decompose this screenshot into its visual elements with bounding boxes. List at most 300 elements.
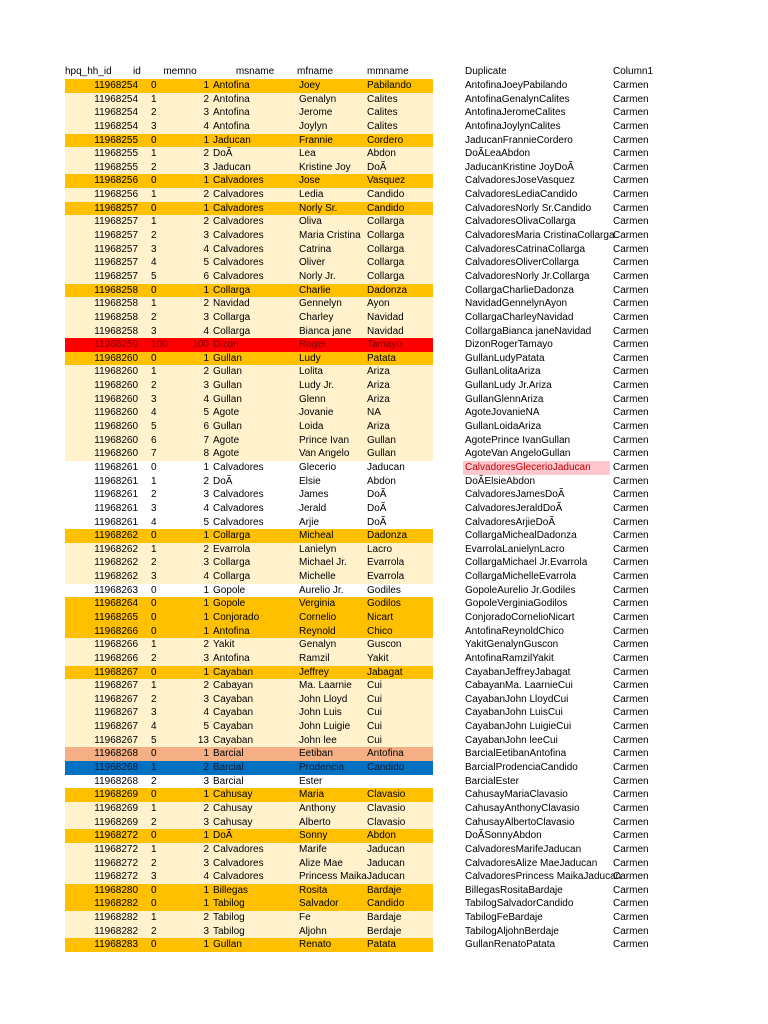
table-row[interactable] bbox=[65, 147, 660, 161]
cell-mmname[interactable]: Calites bbox=[367, 107, 398, 119]
cell-msname[interactable]: Gullan bbox=[213, 421, 242, 433]
cell-column1[interactable]: Carmen bbox=[613, 284, 649, 296]
table-row[interactable] bbox=[65, 720, 660, 734]
table-row[interactable] bbox=[65, 161, 660, 175]
cell-column1[interactable]: Carmen bbox=[613, 748, 649, 760]
cell-mfname[interactable]: Ma. Laarnie bbox=[299, 680, 352, 692]
cell-duplicate[interactable]: CayabanJohn LuigieCui bbox=[465, 721, 572, 733]
cell-column1[interactable]: Carmen bbox=[613, 598, 649, 610]
cell-duplicate[interactable]: AgoteJovanieNA bbox=[465, 407, 540, 419]
table-row[interactable] bbox=[65, 857, 660, 871]
cell-column1[interactable]: Carmen bbox=[613, 639, 649, 651]
cell-hpq-hh-id[interactable]: 11968257 bbox=[94, 230, 138, 242]
cell-hpq-hh-id[interactable]: 11968268 bbox=[94, 762, 138, 774]
cell-mmname[interactable]: Collarga bbox=[367, 270, 405, 282]
cell-mfname[interactable]: Loida bbox=[299, 421, 324, 433]
cell-duplicate[interactable]: CahusayMariaClavasio bbox=[465, 789, 568, 801]
cell-mmname[interactable]: Ariza bbox=[367, 366, 390, 378]
cell-duplicate[interactable]: BarcialProdenciaCandido bbox=[465, 762, 578, 774]
cell-memno[interactable]: 1 bbox=[203, 611, 209, 623]
cell-hpq-hh-id[interactable]: 11968255 bbox=[94, 148, 138, 160]
cell-id[interactable]: 3 bbox=[151, 871, 157, 883]
cell-column1[interactable]: Carmen bbox=[613, 120, 649, 132]
cell-column1[interactable]: Carmen bbox=[613, 843, 649, 855]
cell-memno[interactable]: 2 bbox=[203, 148, 209, 160]
table-row[interactable] bbox=[65, 897, 660, 911]
table-row[interactable] bbox=[65, 461, 660, 475]
table-row[interactable] bbox=[65, 816, 660, 830]
cell-memno[interactable]: 1 bbox=[203, 830, 209, 842]
cell-mmname[interactable]: Clavasio bbox=[367, 789, 406, 801]
cell-mfname[interactable]: Cornelio bbox=[299, 611, 337, 623]
cell-id[interactable]: 3 bbox=[151, 243, 157, 255]
cell-memno[interactable]: 3 bbox=[203, 311, 209, 323]
cell-mmname[interactable]: Nicart bbox=[367, 611, 394, 623]
cell-id[interactable]: 1 bbox=[151, 216, 157, 228]
cell-column1[interactable]: Carmen bbox=[613, 393, 649, 405]
cell-column1[interactable]: Carmen bbox=[613, 857, 649, 869]
cell-column1[interactable]: Carmen bbox=[613, 584, 649, 596]
cell-memno[interactable]: 2 bbox=[203, 475, 209, 487]
cell-msname[interactable]: Calvadores bbox=[213, 843, 264, 855]
cell-hpq-hh-id[interactable]: 11968260 bbox=[94, 407, 138, 419]
cell-id[interactable]: 2 bbox=[151, 161, 157, 173]
cell-memno[interactable]: 4 bbox=[203, 393, 209, 405]
cell-hpq-hh-id[interactable]: 11968257 bbox=[94, 257, 138, 269]
cell-duplicate[interactable]: BillegasRositaBardaje bbox=[465, 884, 563, 896]
cell-msname[interactable]: Calvadores bbox=[213, 502, 264, 514]
cell-memno[interactable]: 3 bbox=[203, 925, 209, 937]
cell-id[interactable]: 0 bbox=[151, 175, 157, 187]
cell-mfname[interactable]: Sonny bbox=[299, 830, 328, 842]
cell-mmname[interactable]: Collarga bbox=[367, 216, 405, 228]
table-row[interactable] bbox=[65, 543, 660, 557]
cell-duplicate[interactable]: DoÃLeaAbdon bbox=[465, 148, 531, 160]
cell-mfname[interactable]: Verginia bbox=[299, 598, 336, 610]
spreadsheet[interactable] bbox=[65, 65, 660, 952]
cell-memno[interactable]: 4 bbox=[203, 502, 209, 514]
cell-id[interactable]: 0 bbox=[151, 598, 157, 610]
cell-mfname[interactable]: Renato bbox=[299, 939, 332, 951]
cell-mmname[interactable]: DoÃ bbox=[367, 489, 387, 501]
cell-column1[interactable]: Carmen bbox=[613, 189, 649, 201]
cell-id[interactable]: 100 bbox=[151, 339, 168, 351]
cell-mmname[interactable]: Candido bbox=[367, 762, 405, 774]
table-row[interactable] bbox=[65, 120, 660, 134]
cell-mfname[interactable]: Lanielyn bbox=[299, 543, 337, 555]
cell-column1[interactable]: Carmen bbox=[613, 557, 649, 569]
cell-column1[interactable]: Carmen bbox=[613, 707, 649, 719]
cell-duplicate[interactable]: GullanGlennAriza bbox=[465, 393, 544, 405]
table-row[interactable] bbox=[65, 529, 660, 543]
cell-duplicate[interactable]: CollargaCharlieDadonza bbox=[465, 284, 574, 296]
cell-memno[interactable]: 3 bbox=[203, 693, 209, 705]
cell-hpq-hh-id[interactable]: 11968261 bbox=[94, 489, 138, 501]
cell-hpq-hh-id[interactable]: 11968264 bbox=[94, 598, 138, 610]
cell-mfname[interactable]: Genalyn bbox=[299, 639, 337, 651]
cell-id[interactable]: 0 bbox=[151, 789, 157, 801]
cell-id[interactable]: 0 bbox=[151, 530, 157, 542]
cell-memno[interactable]: 5 bbox=[203, 257, 209, 269]
cell-mmname[interactable]: Clavasio bbox=[367, 802, 406, 814]
table-row[interactable] bbox=[65, 243, 660, 257]
cell-hpq-hh-id[interactable]: 11968254 bbox=[94, 120, 138, 132]
cell-hpq-hh-id[interactable]: 11968259 bbox=[94, 339, 138, 351]
cell-msname[interactable]: Calvadores bbox=[213, 202, 264, 214]
cell-duplicate[interactable]: CalvadoresJeraldDoÃ bbox=[465, 502, 563, 514]
cell-duplicate[interactable]: CahusayAnthonyClavasio bbox=[465, 802, 580, 814]
cell-mmname[interactable]: Evarrola bbox=[367, 571, 405, 583]
cell-duplicate[interactable]: CalvadoresNorly Sr.Candido bbox=[465, 202, 592, 214]
cell-column1[interactable]: Carmen bbox=[613, 871, 649, 883]
cell-duplicate[interactable]: CalvadoresGlecerioJaducan bbox=[465, 461, 591, 473]
table-row[interactable] bbox=[65, 256, 660, 270]
cell-hpq-hh-id[interactable]: 11968261 bbox=[94, 516, 138, 528]
cell-msname[interactable]: Dizon bbox=[213, 339, 239, 351]
cell-mmname[interactable]: Collarga bbox=[367, 230, 405, 242]
cell-hpq-hh-id[interactable]: 11968266 bbox=[94, 652, 138, 664]
cell-id[interactable]: 5 bbox=[151, 270, 157, 282]
cell-mfname[interactable]: Kristine Joy bbox=[299, 161, 351, 173]
cell-msname[interactable]: Calvadores bbox=[213, 461, 264, 473]
cell-memno[interactable]: 1 bbox=[203, 625, 209, 637]
cell-column1[interactable]: Carmen bbox=[613, 789, 649, 801]
cell-mmname[interactable]: Bardaje bbox=[367, 912, 402, 924]
table-row[interactable] bbox=[65, 516, 660, 530]
cell-memno[interactable]: 3 bbox=[203, 161, 209, 173]
cell-duplicate[interactable]: CollargaMichael Jr.Evarrola bbox=[465, 557, 588, 569]
cell-mfname[interactable]: Charlie bbox=[299, 284, 331, 296]
cell-duplicate[interactable]: AgoteVan AngeloGullan bbox=[465, 448, 571, 460]
cell-id[interactable]: 1 bbox=[151, 148, 157, 160]
cell-id[interactable]: 2 bbox=[151, 380, 157, 392]
cell-hpq-hh-id[interactable]: 11968260 bbox=[94, 366, 138, 378]
cell-mfname[interactable]: Micheal bbox=[299, 530, 334, 542]
cell-duplicate[interactable]: CollargaCharleyNavidad bbox=[465, 311, 574, 323]
cell-hpq-hh-id[interactable]: 11968260 bbox=[94, 380, 138, 392]
cell-memno[interactable]: 1 bbox=[203, 134, 209, 146]
cell-memno[interactable]: 3 bbox=[203, 489, 209, 501]
cell-column1[interactable]: Carmen bbox=[613, 543, 649, 555]
cell-hpq-hh-id[interactable]: 11968258 bbox=[94, 284, 138, 296]
cell-mmname[interactable]: Calites bbox=[367, 120, 398, 132]
cell-id[interactable]: 0 bbox=[151, 884, 157, 896]
table-row[interactable] bbox=[65, 802, 660, 816]
cell-column1[interactable]: Carmen bbox=[613, 912, 649, 924]
table-row[interactable] bbox=[65, 611, 660, 625]
cell-duplicate[interactable]: CalvadoresOlivaCollarga bbox=[465, 216, 576, 228]
cell-msname[interactable]: Antofina bbox=[213, 625, 250, 637]
cell-duplicate[interactable]: ConjoradoCornelioNicart bbox=[465, 611, 575, 623]
cell-msname[interactable]: Navidad bbox=[213, 298, 250, 310]
cell-mmname[interactable]: DoÃ bbox=[367, 161, 387, 173]
cell-duplicate[interactable]: AntofinaJoeyPabilando bbox=[465, 80, 568, 91]
cell-column1[interactable]: Carmen bbox=[613, 830, 649, 842]
cell-mfname[interactable]: Elsie bbox=[299, 475, 321, 487]
cell-duplicate[interactable]: AntofinaJeromeCalites bbox=[465, 107, 566, 119]
cell-mmname[interactable]: Antofina bbox=[367, 748, 404, 760]
cell-column1[interactable]: Carmen bbox=[613, 311, 649, 323]
cell-id[interactable]: 3 bbox=[151, 325, 157, 337]
cell-hpq-hh-id[interactable]: 11968280 bbox=[94, 884, 138, 896]
cell-mmname[interactable]: Yakit bbox=[367, 652, 389, 664]
cell-mfname[interactable]: Ramzil bbox=[299, 652, 330, 664]
cell-mfname[interactable]: Michelle bbox=[299, 571, 336, 583]
cell-memno[interactable]: 1 bbox=[203, 461, 209, 473]
cell-hpq-hh-id[interactable]: 11968262 bbox=[94, 530, 138, 542]
cell-mmname[interactable]: Dadonza bbox=[367, 530, 408, 542]
cell-mfname[interactable]: Michael Jr. bbox=[299, 557, 347, 569]
cell-duplicate[interactable]: CabayanMa. LaarnieCui bbox=[465, 680, 573, 692]
table-row[interactable] bbox=[65, 434, 660, 448]
header-msname[interactable]: msname bbox=[235, 66, 275, 77]
cell-memno[interactable]: 3 bbox=[203, 557, 209, 569]
cell-duplicate[interactable]: GullanLolitaAriza bbox=[465, 366, 541, 378]
cell-mfname[interactable]: Joey bbox=[299, 80, 321, 91]
cell-msname[interactable]: Agote bbox=[213, 407, 240, 419]
cell-column1[interactable]: Carmen bbox=[613, 298, 649, 310]
cell-msname[interactable]: Calvadores bbox=[213, 257, 264, 269]
cell-hpq-hh-id[interactable]: 11968257 bbox=[94, 270, 138, 282]
cell-mfname[interactable]: James bbox=[299, 489, 329, 501]
cell-id[interactable]: 2 bbox=[151, 230, 157, 242]
cell-mmname[interactable]: DoÃ bbox=[367, 502, 387, 514]
cell-hpq-hh-id[interactable]: 11968260 bbox=[94, 421, 138, 433]
cell-duplicate[interactable]: AntofinaRamzilYakit bbox=[465, 652, 554, 664]
cell-duplicate[interactable]: AgotePrince IvanGullan bbox=[465, 434, 571, 446]
cell-msname[interactable]: Collarga bbox=[213, 311, 251, 323]
cell-id[interactable]: 1 bbox=[151, 543, 157, 555]
table-row[interactable] bbox=[65, 215, 660, 229]
cell-mfname[interactable]: Frannie bbox=[299, 134, 333, 146]
cell-mfname[interactable]: Prodencia bbox=[299, 762, 345, 774]
cell-msname[interactable]: Calvadores bbox=[213, 871, 264, 883]
table-row[interactable] bbox=[65, 379, 660, 393]
cell-hpq-hh-id[interactable]: 11968261 bbox=[94, 502, 138, 514]
cell-hpq-hh-id[interactable]: 11968256 bbox=[94, 175, 138, 187]
cell-mfname[interactable]: Salvador bbox=[299, 898, 339, 910]
cell-duplicate[interactable]: CahusayAlbertoClavasio bbox=[465, 816, 575, 828]
cell-mmname[interactable]: Clavasio bbox=[367, 816, 406, 828]
cell-mfname[interactable]: Bianca jane bbox=[299, 325, 352, 337]
cell-id[interactable]: 1 bbox=[151, 912, 157, 924]
cell-msname[interactable]: Gullan bbox=[213, 380, 242, 392]
cell-column1[interactable]: Carmen bbox=[613, 734, 649, 746]
table-row[interactable] bbox=[65, 174, 660, 188]
cell-memno[interactable]: 1 bbox=[203, 748, 209, 760]
table-row[interactable] bbox=[65, 134, 660, 148]
table-row[interactable] bbox=[65, 270, 660, 284]
cell-id[interactable]: 2 bbox=[151, 693, 157, 705]
cell-column1[interactable]: Carmen bbox=[613, 625, 649, 637]
cell-hpq-hh-id[interactable]: 11968261 bbox=[94, 475, 138, 487]
cell-id[interactable]: 2 bbox=[151, 816, 157, 828]
cell-msname[interactable]: Calvadores bbox=[213, 270, 264, 282]
cell-mmname[interactable]: Gullan bbox=[367, 448, 396, 460]
cell-column1[interactable]: Carmen bbox=[613, 161, 649, 173]
table-row[interactable] bbox=[65, 788, 660, 802]
cell-duplicate[interactable]: BarcialEetibanAntofina bbox=[465, 748, 567, 760]
cell-duplicate[interactable]: CollargaMichealDadonza bbox=[465, 530, 577, 542]
table-row[interactable] bbox=[65, 352, 660, 366]
cell-mmname[interactable]: Godiles bbox=[367, 584, 401, 596]
cell-mmname[interactable]: Godilos bbox=[367, 598, 401, 610]
cell-msname[interactable]: Calvadores bbox=[213, 189, 264, 201]
cell-id[interactable]: 2 bbox=[151, 925, 157, 937]
cell-column1[interactable]: Carmen bbox=[613, 461, 649, 473]
cell-msname[interactable]: Collarga bbox=[213, 284, 251, 296]
cell-column1[interactable]: Carmen bbox=[613, 898, 649, 910]
table-row[interactable] bbox=[65, 447, 660, 461]
cell-mfname[interactable]: Maria bbox=[299, 789, 325, 801]
cell-memno[interactable]: 2 bbox=[203, 366, 209, 378]
cell-id[interactable]: 0 bbox=[151, 284, 157, 296]
cell-memno[interactable]: 1 bbox=[203, 789, 209, 801]
table-row[interactable] bbox=[65, 652, 660, 666]
table-row[interactable] bbox=[65, 229, 660, 243]
cell-duplicate[interactable]: CalvadoresAlize MaeJaducan bbox=[465, 857, 598, 869]
cell-msname[interactable]: Antofina bbox=[213, 120, 250, 132]
cell-msname[interactable]: Cayaban bbox=[213, 707, 254, 719]
cell-mmname[interactable]: Navidad bbox=[367, 325, 404, 337]
cell-id[interactable]: 3 bbox=[151, 120, 157, 132]
cell-memno[interactable]: 5 bbox=[203, 721, 209, 733]
cell-msname[interactable]: Agote bbox=[213, 448, 240, 460]
cell-hpq-hh-id[interactable]: 11968260 bbox=[94, 448, 138, 460]
cell-hpq-hh-id[interactable]: 11968260 bbox=[94, 352, 138, 364]
cell-duplicate[interactable]: CayabanJeffreyJabagat bbox=[465, 666, 571, 678]
cell-hpq-hh-id[interactable]: 11968262 bbox=[94, 543, 138, 555]
cell-id[interactable]: 0 bbox=[151, 584, 157, 596]
cell-duplicate[interactable]: BarcialEster bbox=[465, 775, 519, 787]
cell-column1[interactable]: Carmen bbox=[613, 107, 649, 119]
table-row[interactable] bbox=[65, 570, 660, 584]
cell-mfname[interactable]: Glenn bbox=[299, 393, 326, 405]
cell-hpq-hh-id[interactable]: 11968254 bbox=[94, 107, 138, 119]
cell-duplicate[interactable]: CayabanJohn LloydCui bbox=[465, 693, 569, 705]
cell-hpq-hh-id[interactable]: 11968255 bbox=[94, 161, 138, 173]
cell-mmname[interactable]: Evarrola bbox=[367, 557, 405, 569]
cell-duplicate[interactable]: CalvadoresMaria CristinaCollarga bbox=[465, 230, 615, 242]
cell-hpq-hh-id[interactable]: 11968262 bbox=[94, 571, 138, 583]
cell-hpq-hh-id[interactable]: 11968282 bbox=[94, 912, 138, 924]
cell-id[interactable]: 0 bbox=[151, 666, 157, 678]
cell-duplicate[interactable]: CalvadoresOliverCollarga bbox=[465, 257, 579, 269]
cell-column1[interactable]: Carmen bbox=[613, 257, 649, 269]
header-memno[interactable]: memno bbox=[163, 66, 197, 77]
cell-column1[interactable]: Carmen bbox=[613, 802, 649, 814]
cell-hpq-hh-id[interactable]: 11968267 bbox=[94, 734, 138, 746]
cell-mfname[interactable]: Jovanie bbox=[299, 407, 334, 419]
cell-id[interactable]: 4 bbox=[151, 407, 157, 419]
cell-msname[interactable]: Calvadores bbox=[213, 489, 264, 501]
cell-memno[interactable]: 1 bbox=[203, 175, 209, 187]
cell-id[interactable]: 3 bbox=[151, 502, 157, 514]
cell-column1[interactable]: Carmen bbox=[613, 762, 649, 774]
cell-mmname[interactable]: Patata bbox=[367, 939, 396, 951]
cell-mfname[interactable]: Alberto bbox=[299, 816, 331, 828]
cell-msname[interactable]: Gullan bbox=[213, 366, 242, 378]
table-row[interactable] bbox=[65, 556, 660, 570]
cell-id[interactable]: 2 bbox=[151, 489, 157, 501]
cell-memno[interactable]: 1 bbox=[203, 80, 209, 91]
cell-msname[interactable]: Tabilog bbox=[213, 925, 245, 937]
cell-mmname[interactable]: Navidad bbox=[367, 311, 404, 323]
cell-mmname[interactable]: Candido bbox=[367, 898, 405, 910]
cell-column1[interactable]: Carmen bbox=[613, 666, 649, 678]
cell-mfname[interactable]: Ledia bbox=[299, 189, 324, 201]
cell-mmname[interactable]: Ariza bbox=[367, 421, 390, 433]
cell-id[interactable]: 1 bbox=[151, 639, 157, 651]
cell-memno[interactable]: 1 bbox=[203, 598, 209, 610]
cell-mmname[interactable]: Patata bbox=[367, 352, 396, 364]
cell-mmname[interactable]: Jaducan bbox=[367, 857, 405, 869]
cell-id[interactable]: 4 bbox=[151, 721, 157, 733]
cell-mmname[interactable]: Abdon bbox=[367, 148, 396, 160]
table-row[interactable] bbox=[65, 925, 660, 939]
cell-msname[interactable]: Cayaban bbox=[213, 666, 254, 678]
cell-duplicate[interactable]: EvarrolaLanielynLacro bbox=[465, 543, 565, 555]
cell-id[interactable]: 1 bbox=[151, 843, 157, 855]
cell-mmname[interactable]: Gullan bbox=[367, 434, 396, 446]
cell-duplicate[interactable]: TabilogAljohnBerdaje bbox=[465, 925, 559, 937]
cell-hpq-hh-id[interactable]: 11968266 bbox=[94, 639, 138, 651]
cell-memno[interactable]: 4 bbox=[203, 571, 209, 583]
cell-hpq-hh-id[interactable]: 11968254 bbox=[94, 80, 138, 91]
cell-mmname[interactable]: Cui bbox=[367, 707, 383, 719]
cell-column1[interactable]: Carmen bbox=[613, 475, 649, 487]
cell-mfname[interactable]: John Luigie bbox=[299, 721, 351, 733]
cell-memno[interactable]: 1 bbox=[203, 939, 209, 951]
cell-msname[interactable]: Antofina bbox=[213, 80, 250, 91]
cell-memno[interactable]: 1 bbox=[203, 202, 209, 214]
cell-hpq-hh-id[interactable]: 11968272 bbox=[94, 857, 138, 869]
cell-id[interactable]: 0 bbox=[151, 134, 157, 146]
cell-msname[interactable]: Barcial bbox=[213, 775, 244, 787]
cell-msname[interactable]: Cayaban bbox=[213, 721, 254, 733]
cell-msname[interactable]: DoÃ bbox=[213, 475, 233, 487]
cell-mfname[interactable]: Genalyn bbox=[299, 93, 337, 105]
cell-mfname[interactable]: Jeffrey bbox=[299, 666, 329, 678]
cell-memno[interactable]: 7 bbox=[203, 434, 209, 446]
cell-id[interactable]: 3 bbox=[151, 393, 157, 405]
cell-mmname[interactable]: DoÃ bbox=[367, 516, 387, 528]
cell-column1[interactable]: Carmen bbox=[613, 925, 649, 937]
cell-mfname[interactable]: Marife bbox=[299, 843, 327, 855]
cell-msname[interactable]: Calvadores bbox=[213, 516, 264, 528]
cell-memno[interactable]: 3 bbox=[203, 816, 209, 828]
cell-mfname[interactable]: Jose bbox=[299, 175, 321, 187]
cell-mmname[interactable] bbox=[365, 775, 435, 789]
cell-hpq-hh-id[interactable]: 11968283 bbox=[94, 939, 138, 951]
cell-column1[interactable]: Carmen bbox=[613, 652, 649, 664]
cell-msname[interactable]: Antofina bbox=[213, 107, 250, 119]
cell-duplicate[interactable]: NavidadGennelynAyon bbox=[465, 298, 568, 310]
cell-duplicate[interactable]: GopoleAurelio Jr.Godiles bbox=[465, 584, 576, 596]
cell-id[interactable]: 1 bbox=[151, 475, 157, 487]
cell-memno[interactable]: 13 bbox=[197, 734, 209, 746]
cell-duplicate[interactable]: CollargaMichelleEvarrola bbox=[465, 571, 577, 583]
cell-msname[interactable]: Billegas bbox=[213, 884, 249, 896]
cell-mfname[interactable]: Glecerio bbox=[299, 461, 337, 473]
table-row[interactable] bbox=[65, 106, 660, 120]
cell-column1[interactable]: Carmen bbox=[613, 339, 649, 351]
cell-id[interactable]: 2 bbox=[151, 775, 157, 787]
cell-duplicate[interactable]: CayabanJohn leeCui bbox=[465, 734, 558, 746]
cell-duplicate[interactable]: DoÃSonnyAbdon bbox=[465, 830, 542, 842]
cell-memno[interactable]: 3 bbox=[203, 857, 209, 869]
cell-id[interactable]: 7 bbox=[151, 448, 157, 460]
